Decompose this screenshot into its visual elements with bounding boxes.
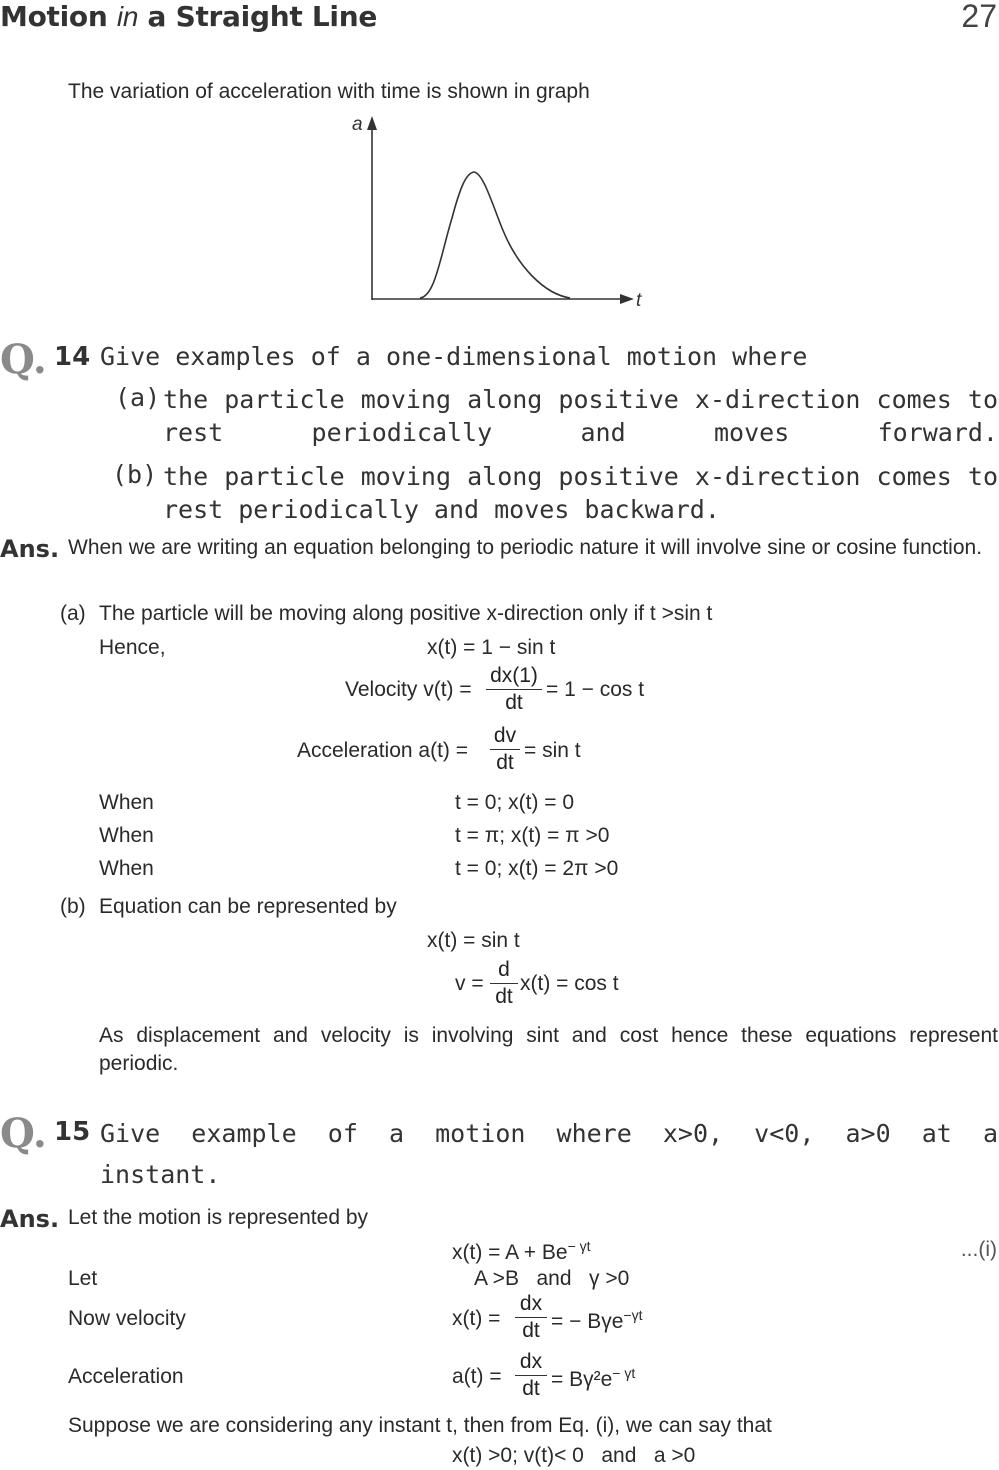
suppose-text: Suppose we are considering any instant t, then from Eq. (i), we can say that	[68, 1414, 772, 1437]
let-condition: A >B and γ >0	[474, 1267, 630, 1290]
question-15-line-2: instant.	[100, 1160, 221, 1189]
velocity-lhs-15: x(t) =	[452, 1307, 501, 1330]
question-number-15: 15	[54, 1117, 91, 1147]
periodic-conclusion: As displacement and velocity is involving sint and cost hence these equations represent periodic.	[99, 1024, 998, 1075]
equation-x: x(t) = 1 − sin t	[427, 636, 556, 659]
velocity-v-lhs: v =	[455, 972, 484, 995]
velocity-label: Velocity v(t) =	[345, 678, 472, 701]
when-label-2: When	[99, 824, 154, 847]
motion-equation: $x(t) = A + Be^{- \gamma t}$	[452, 1238, 591, 1264]
when-eq-1: t = 0; x(t) = 0	[455, 791, 575, 814]
acceleration-fraction-15: dx dt	[515, 1350, 547, 1401]
now-velocity-label: Now velocity	[68, 1307, 186, 1330]
velocity-rhs: = 1 − cos t	[546, 678, 645, 701]
question-mark: Q.	[0, 336, 47, 383]
page-number: 27	[961, 0, 997, 34]
ans-part-a-text: The particle will be moving along positive x-direction only if t >sin t	[99, 602, 713, 625]
hence-label: Hence,	[99, 636, 166, 659]
when-eq-2: t = π; x(t) = π >0	[455, 824, 610, 847]
acceleration-lhs-15: a(t) =	[452, 1365, 502, 1388]
part-a-text: the particle moving along positive x-direction comes to rest periodically and moves forward.	[163, 385, 998, 447]
y-axis-label: a	[352, 114, 363, 135]
question-number: 14	[54, 342, 91, 372]
acceleration-time-graph	[340, 108, 660, 313]
answer-15-intro: Let the motion is represented by	[68, 1206, 369, 1229]
acceleration-label: Acceleration a(t) =	[297, 739, 468, 762]
part-b-label: (b)	[112, 460, 158, 489]
when-label-3: When	[99, 857, 154, 880]
ans-part-b-label: (b)	[60, 895, 86, 918]
acceleration-rhs: = sin t	[524, 739, 581, 762]
velocity-fraction: dx(1) dt	[486, 664, 542, 715]
ans-part-b-text: Equation can be represented by	[99, 895, 397, 918]
answer-label: Ans.	[0, 535, 60, 563]
answer-intro: When we are writing an equation belonging to periodic nature it will involve sine or cosine function.	[68, 536, 983, 559]
when-label-1: When	[99, 791, 154, 814]
y-axis-arrow	[367, 116, 377, 130]
velocity-cos-rhs: x(t) = cos t	[520, 972, 619, 995]
x-axis-label: t	[636, 290, 642, 311]
when-eq-3: t = 0; x(t) = 2π >0	[455, 857, 619, 880]
acceleration-rhs-15: = $B\gamma^2e^{- \gamma t}$	[551, 1365, 636, 1391]
final-condition: x(t) >0; v(t)< 0 and a >0	[452, 1444, 696, 1467]
x-axis-arrow	[620, 294, 634, 304]
part-b-text: the particle moving along positive x-direction comes to rest periodically and moves backward.	[163, 462, 998, 524]
equation-sin: x(t) = sin t	[427, 929, 520, 952]
acceleration-fraction: dv dt	[490, 724, 520, 775]
velocity-rhs-15: = − Bγe$^{-\gamma t}$	[551, 1307, 643, 1333]
question-15-line-1: Give example of a motion where x>0, v<0, a>0 at a	[100, 1119, 998, 1148]
part-a-label: (a)	[115, 383, 161, 412]
question-text: Give examples of a one-dimensional motion where	[100, 342, 808, 371]
question-mark-15: Q.	[0, 1110, 47, 1157]
acceleration-label-15: Acceleration	[68, 1365, 184, 1388]
acceleration-curve	[420, 172, 570, 298]
ans-part-a-label: (a)	[60, 602, 86, 625]
chapter-title: Motion in a Straight Line	[0, 0, 378, 33]
graph-intro: The variation of acceleration with time is shown in graph	[68, 80, 590, 103]
answer-label-15: Ans.	[0, 1205, 60, 1233]
derivative-fraction: d dt	[490, 958, 518, 1009]
let-label: Let	[68, 1267, 98, 1290]
equation-reference: ...(i)	[960, 1238, 997, 1261]
velocity-fraction-15: dx dt	[515, 1292, 547, 1343]
